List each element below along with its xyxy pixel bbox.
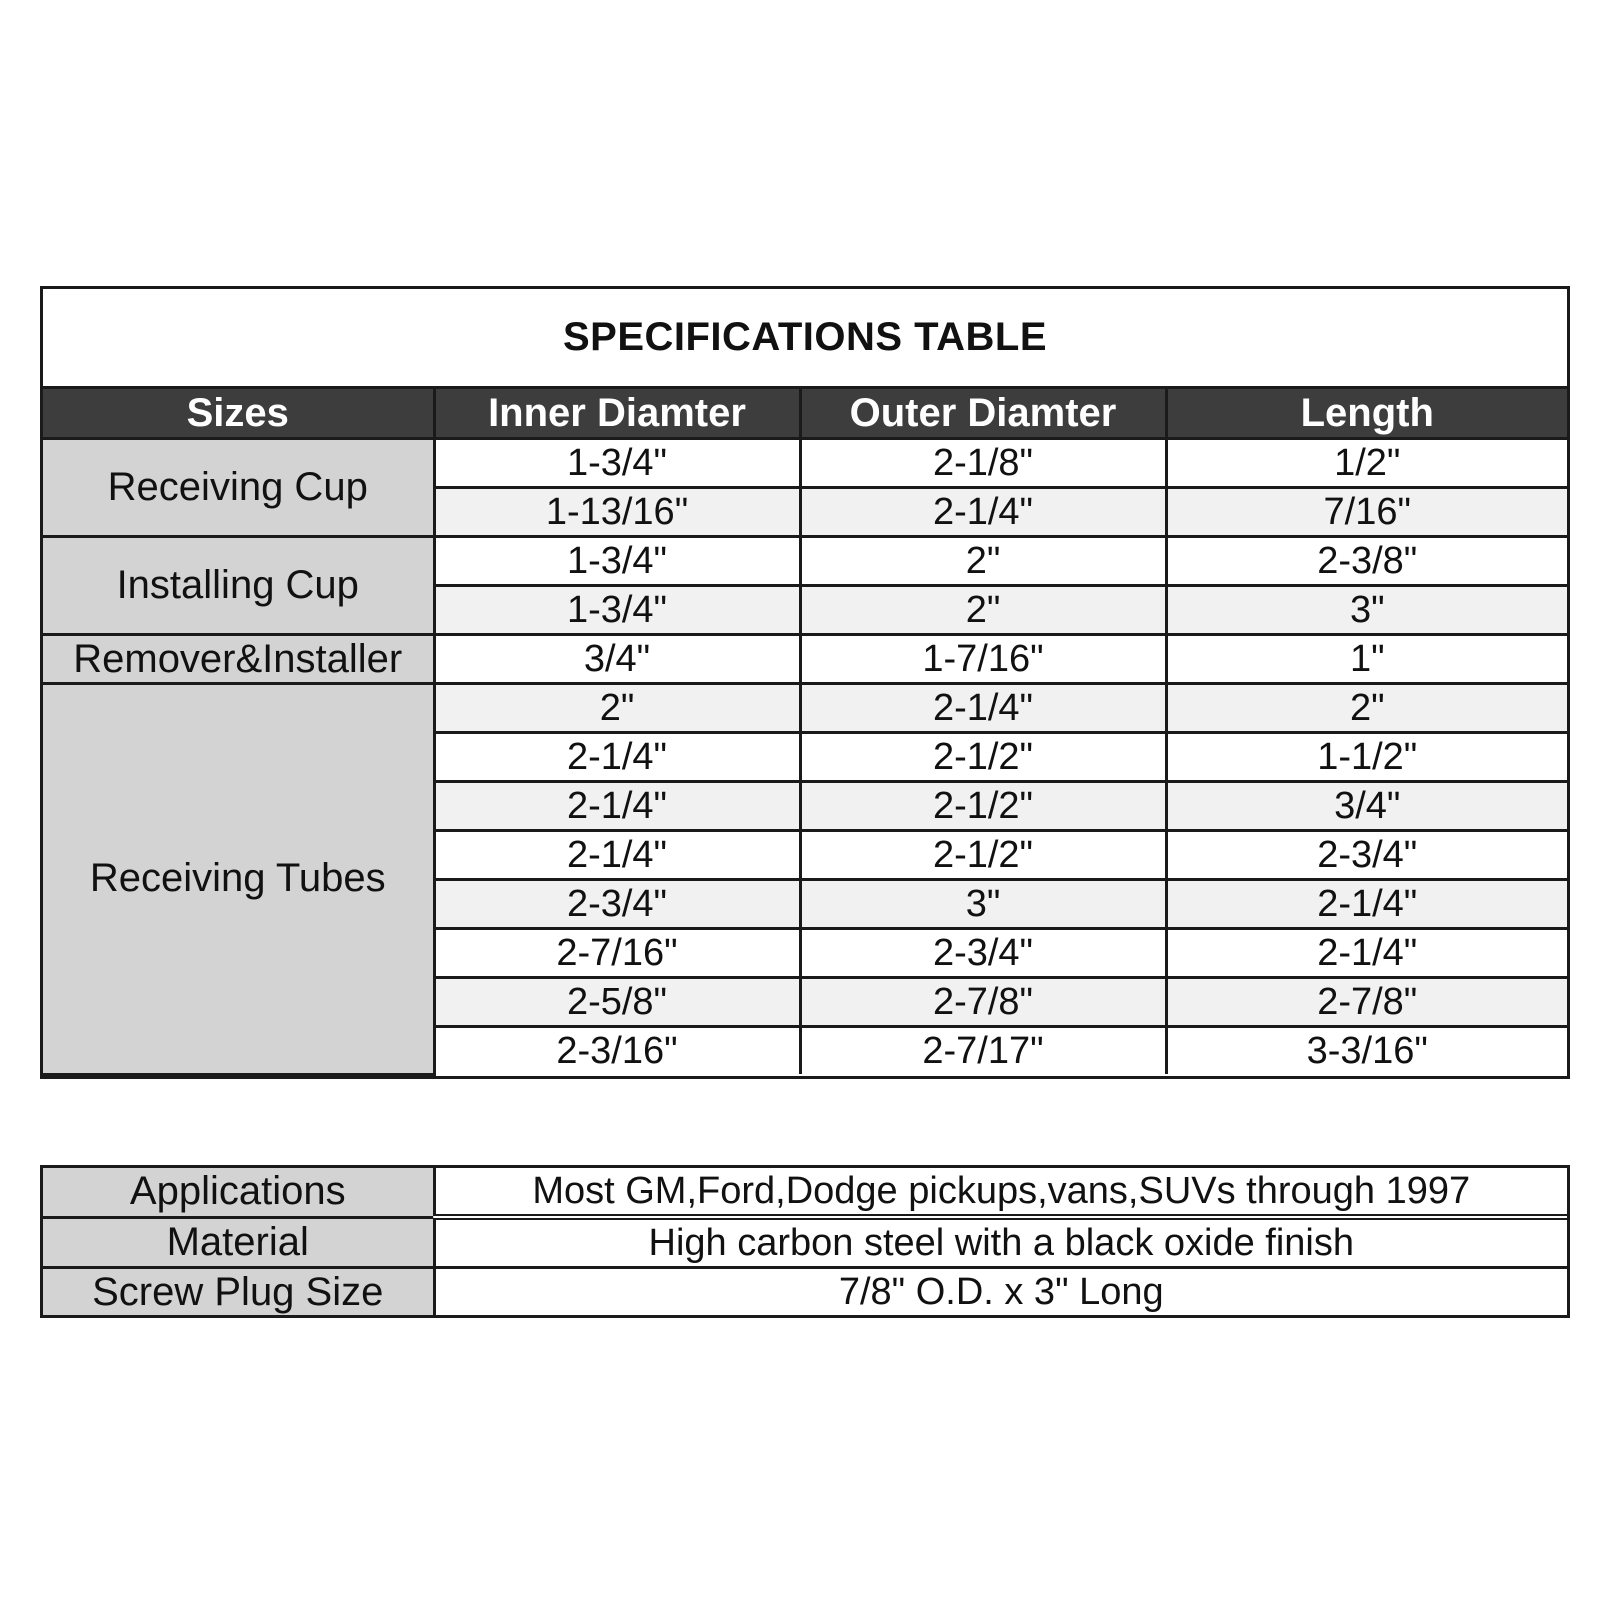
outer-diameter-cell: 2-1/8": [800, 439, 1166, 488]
length-cell: 2": [1166, 684, 1567, 733]
info-row-applications: [43, 1168, 1567, 1217]
size-group-label: Remover&Installer: [43, 635, 434, 684]
length-cell: 1": [1166, 635, 1567, 684]
size-group-label: Installing Cup: [43, 537, 434, 635]
length-cell: 3": [1166, 586, 1567, 635]
inner-diameter-cell: 2-3/16": [434, 1027, 800, 1075]
inner-diameter-cell: 2-7/16": [434, 929, 800, 978]
header-outer-diameter: Outer Diamter: [800, 389, 1166, 439]
outer-diameter-cell: 2-1/4": [800, 488, 1166, 537]
header-inner-diameter: Inner Diamter: [434, 389, 800, 439]
info-row-screw-plug-size: [43, 1268, 1567, 1316]
inner-diameter-cell: 2-5/8": [434, 978, 800, 1027]
length-cell: 2-3/8": [1166, 537, 1567, 586]
inner-diameter-cell: 1-3/4": [434, 537, 800, 586]
outer-diameter-cell: 2-7/17": [800, 1027, 1166, 1075]
length-cell: 2-7/8": [1166, 978, 1567, 1027]
info-label: Applications: [43, 1168, 434, 1217]
table-row: [43, 537, 1567, 586]
size-group-label: Receiving Cup: [43, 439, 434, 537]
header-sizes: Sizes: [43, 389, 434, 439]
length-cell: 1/2": [1166, 439, 1567, 488]
table-row: [43, 635, 1567, 684]
outer-diameter-cell: 1-7/16": [800, 635, 1166, 684]
header-length: Length: [1166, 389, 1567, 439]
table-title: SPECIFICATIONS TABLE: [43, 289, 1567, 389]
length-cell: 2-1/4": [1166, 929, 1567, 978]
info-grid: [43, 1168, 1567, 1315]
outer-diameter-cell: 2-7/8": [800, 978, 1166, 1027]
length-cell: 3/4": [1166, 782, 1567, 831]
header-row: [43, 389, 1567, 439]
inner-diameter-cell: 2-1/4": [434, 782, 800, 831]
inner-diameter-cell: 3/4": [434, 635, 800, 684]
inner-diameter-cell: 2-1/4": [434, 733, 800, 782]
outer-diameter-cell: 2-1/4": [800, 684, 1166, 733]
length-cell: 3-3/16": [1166, 1027, 1567, 1075]
outer-diameter-cell: 2-1/2": [800, 782, 1166, 831]
info-label: Screw Plug Size: [43, 1268, 434, 1316]
inner-diameter-cell: 2": [434, 684, 800, 733]
table-row: [43, 684, 1567, 733]
inner-diameter-cell: 1-3/4": [434, 439, 800, 488]
outer-diameter-cell: 2": [800, 537, 1166, 586]
inner-diameter-cell: 1-13/16": [434, 488, 800, 537]
length-cell: 7/16": [1166, 488, 1567, 537]
outer-diameter-cell: 2": [800, 586, 1166, 635]
outer-diameter-cell: 2-1/2": [800, 733, 1166, 782]
table-row: [43, 439, 1567, 488]
outer-diameter-cell: 3": [800, 880, 1166, 929]
inner-diameter-cell: 2-3/4": [434, 880, 800, 929]
length-cell: 2-3/4": [1166, 831, 1567, 880]
inner-diameter-cell: 2-1/4": [434, 831, 800, 880]
info-row-material: [43, 1217, 1567, 1268]
length-cell: 1-1/2": [1166, 733, 1567, 782]
applications-table: [40, 1165, 1570, 1318]
specifications-table: [40, 286, 1570, 1079]
length-cell: 2-1/4": [1166, 880, 1567, 929]
size-group-label: Receiving Tubes: [43, 684, 434, 1075]
outer-diameter-cell: 2-3/4": [800, 929, 1166, 978]
outer-diameter-cell: 2-1/2": [800, 831, 1166, 880]
info-value: Most GM,Ford,Dodge pickups,vans,SUVs through 1997: [434, 1168, 1567, 1217]
info-label: Material: [43, 1217, 434, 1268]
spec-grid: [43, 389, 1567, 1076]
info-value: High carbon steel with a black oxide finish: [434, 1217, 1567, 1268]
info-value: 7/8" O.D. x 3" Long: [434, 1268, 1567, 1316]
inner-diameter-cell: 1-3/4": [434, 586, 800, 635]
